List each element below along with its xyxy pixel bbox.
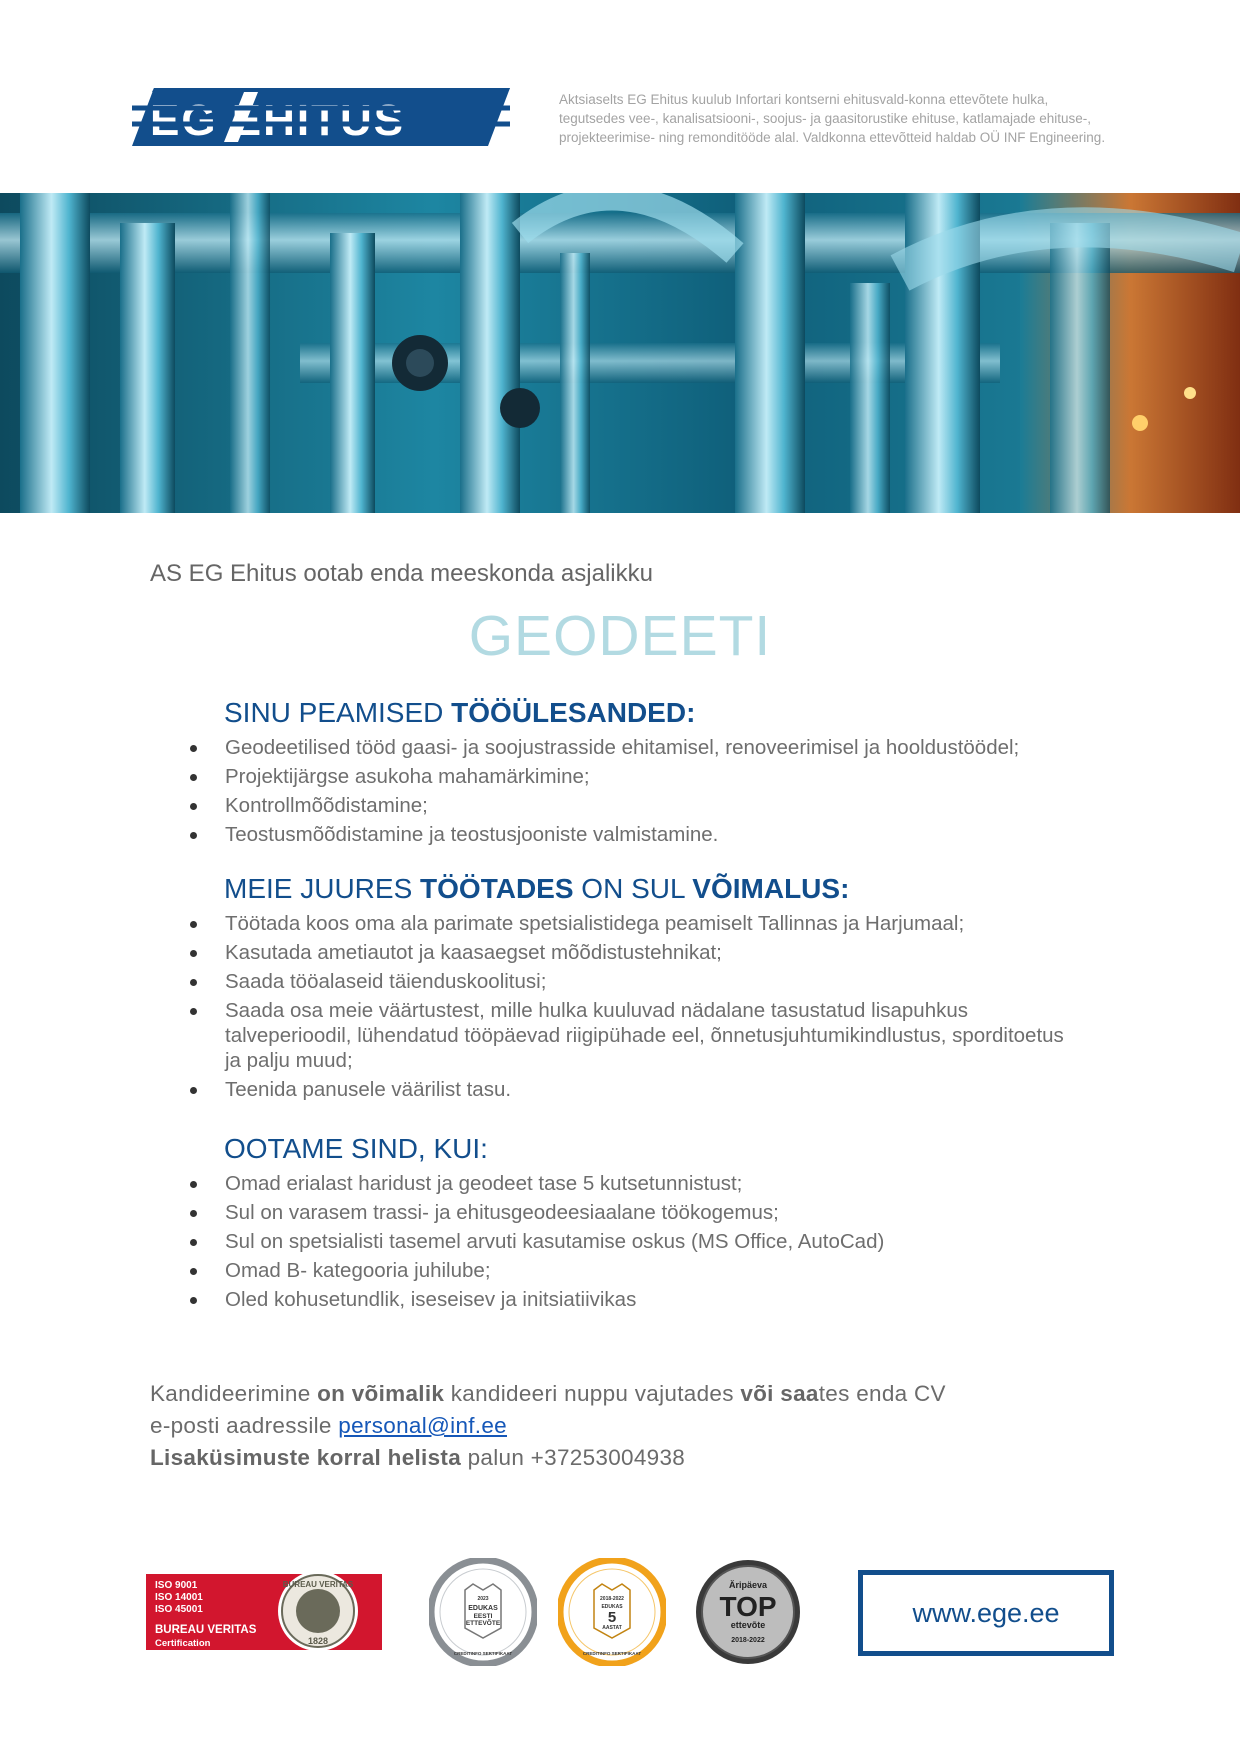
list-item: Projektijärgse asukoha mahamärkimine; [0,764,1240,789]
section-benefits [0,873,1240,1106]
svg-text:5: 5 [607,1609,617,1626]
list-item: Saada osa meie väärtustest, mille hulka kuuluvad nädalane tasustatud lisapuhkus talveperioodil, lühendatud tööpäevad riigipühade eel, õnnetusjuhtumikindlustus, sporditoetus ja palju muud; [0,998,1240,1073]
section-requirements [0,1133,1240,1316]
svg-text:ETTEVÕTE: ETTEVÕTE [465,1620,501,1627]
text: kandideeri nuppu vajutades [444,1381,741,1406]
svg-text:2023: 2023 [477,1596,489,1602]
list-item: Saada tööalaseid täienduskoolitusi; [0,969,1240,994]
svg-text:EESTI: EESTI [473,1613,493,1620]
benefit-list [0,911,1240,1102]
edukas-eesti-ettevote-seal [429,1558,537,1666]
svg-text:TOP: TOP [719,1591,777,1622]
svg-text:ISO 9001: ISO 9001 [155,1580,198,1591]
text: palun +37253004938 [461,1445,686,1470]
svg-text:ISO 14001: ISO 14001 [155,1592,203,1603]
text: e-posti aadressile [150,1413,339,1438]
apply-line [150,1378,946,1410]
text: Kandideerimine [150,1381,318,1406]
svg-text:EG EHITUS: EG EHITUS [150,96,406,145]
svg-text:BUREAU VERITAS: BUREAU VERITAS [282,1580,354,1589]
text: tes enda CV [818,1381,946,1406]
heading-part: MEIE JUURES [224,873,421,904]
svg-text:CREDITINFO SERTIFIKAAT: CREDITINFO SERTIFIKAAT [582,1651,642,1656]
section-tasks [0,697,1240,851]
svg-text:CREDITINFO SERTIFIKAAT: CREDITINFO SERTIFIKAAT [453,1651,513,1656]
list-item: Töötada koos oma ala parimate spetsialistidega peamiselt Tallinnas ja Harjumaal; [0,911,1240,936]
section-heading [224,873,1240,905]
intro-line: projekteerimise- ning remonditööde alal. Valdkonna ettevõtteid haldab OÜ INF Engineering. [559,130,1106,145]
svg-text:EDUKAS: EDUKAS [468,1605,498,1612]
svg-text:ISO 45001: ISO 45001 [155,1604,203,1615]
edukas-5-aastat-seal [558,1558,666,1666]
email-link[interactable]: personal@inf.ee [338,1413,507,1438]
industrial-pipes-photo [0,193,1240,513]
list-item: Kasutada ametiautot ja kaasaegset mõõdistustehnikat; [0,940,1240,965]
list-item: Sul on varasem trassi- ja ehitusgeodeesiaalane töökogemus; [0,1200,1240,1225]
svg-text:2018-2022: 2018-2022 [731,1637,765,1644]
section-heading [224,1133,1240,1165]
eg-ehitus-logo [132,88,510,146]
svg-text:ettevõte: ettevõte [730,1620,766,1630]
svg-text:BUREAU VERITAS: BUREAU VERITAS [155,1624,257,1636]
svg-text:Certification: Certification [155,1638,211,1649]
heading-part: OOTAME SIND, KUI: [224,1133,488,1164]
heading-part: ON SUL [573,873,693,904]
list-item: Oled kohusetundlik, iseseisev ja initsiatiivikas [0,1287,1240,1312]
contact-block [150,1378,946,1474]
job-title-text: GEODEETI [468,604,772,668]
list-item: Omad erialast haridust ja geodeet tase 5 kutsetunnistust; [0,1171,1240,1196]
svg-text:AASTAT: AASTAT [602,1625,622,1631]
aripaeva-top-ettevote-seal [694,1558,802,1666]
email-line [150,1410,946,1442]
svg-text:2018-2022: 2018-2022 [600,1596,624,1602]
list-item: Omad B- kategooria juhilube; [0,1258,1240,1283]
text-bold: Lisaküsimuste korral helista [150,1445,462,1470]
list-item: Sul on spetsialisti tasemel arvuti kasutamise oskus (MS Office, AutoCad) [0,1229,1240,1254]
list-item: Teostusmõõdistamine ja teostusjooniste valmistamine. [0,822,1240,847]
task-list [0,735,1240,847]
heading-part-bold: TÖÖTADES [420,873,574,904]
list-item: Teenida panusele väärilist tasu. [0,1077,1240,1102]
heading-part-bold: VÕIMALUS: [692,873,850,904]
requirement-list [0,1171,1240,1312]
text-bold: on võimalik [317,1381,445,1406]
list-item: Geodeetilised tööd gaasi- ja soojustrasside ehitamisel, renoveerimisel ja hooldustöödel; [0,735,1240,760]
list-item: Kontrollmõõdistamine; [0,793,1240,818]
company-intro [559,90,1159,147]
heading-part: SINU PEAMISED [224,697,452,728]
lead-text: AS EG Ehitus ootab enda meeskonda asjalikku [150,560,653,587]
svg-text:1828: 1828 [307,1636,329,1646]
heading-part-bold: TÖÖÜLESANDED: [451,697,696,728]
intro-line: tegutsedes vee-, kanalisatsiooni-, soojus- ja gaasitorustike ehituse, katlamajade ehituse-, [559,111,1092,126]
website-link[interactable]: www.ege.ee [858,1570,1114,1656]
footer-certifications [0,1550,1240,1680]
phone-line [150,1442,946,1474]
svg-text:EDUKAS: EDUKAS [601,1604,623,1610]
intro-line: Aktsiaselts EG Ehitus kuulub Infortari kontserni ehitusvald-konna ettevõtete hulka, [559,92,1049,107]
bureau-veritas-certification-logo [146,1570,382,1652]
job-title [0,603,1240,669]
svg-text:Äripäeva: Äripäeva [728,1580,768,1590]
section-heading [224,697,1240,729]
text-bold: või saa [740,1381,819,1406]
